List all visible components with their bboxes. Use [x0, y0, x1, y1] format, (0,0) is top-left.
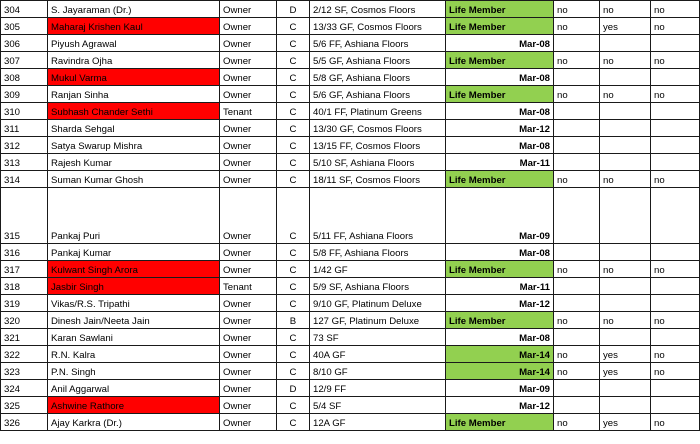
- flag-cell-1: no: [554, 414, 600, 431]
- occupancy-cell: Owner: [220, 261, 277, 278]
- occupancy-cell: Tenant: [220, 103, 277, 120]
- member-name-cell: R.N. Kalra: [48, 346, 220, 363]
- membership-status-cell: Mar-08: [446, 69, 554, 86]
- flat-address-cell: 5/5 GF, Ashiana Floors: [310, 52, 446, 69]
- occupancy-cell: Tenant: [220, 278, 277, 295]
- category-cell: C: [277, 346, 310, 363]
- member-name-cell: Jasbir Singh: [48, 278, 220, 295]
- flag-cell-1: [554, 329, 600, 346]
- member-name-cell: Suman Kumar Ghosh: [48, 171, 220, 188]
- flag-cell-1: no: [554, 52, 600, 69]
- member-name-cell: Karan Sawlani: [48, 329, 220, 346]
- member-number-cell: 311: [1, 120, 48, 137]
- member-name-cell: Subhash Chander Sethi: [48, 103, 220, 120]
- member-number-cell: 308: [1, 69, 48, 86]
- table-row: [1, 86, 700, 103]
- membership-status-cell: Life Member: [446, 414, 554, 431]
- category-cell: C: [277, 35, 310, 52]
- flag-cell-1: [554, 244, 600, 261]
- flat-address-cell: 73 SF: [310, 329, 446, 346]
- flag-cell-1: [554, 120, 600, 137]
- member-number-cell: 313: [1, 154, 48, 171]
- member-name-cell: Sharda Sehgal: [48, 120, 220, 137]
- member-number-cell: 318: [1, 278, 48, 295]
- flag-cell-2: [600, 154, 651, 171]
- category-cell: C: [277, 69, 310, 86]
- flag-cell-2: yes: [600, 414, 651, 431]
- flag-cell-3: [651, 35, 700, 52]
- member-number-cell: 305: [1, 18, 48, 35]
- flat-address-cell: 127 GF, Platinum Deluxe: [310, 312, 446, 329]
- flag-cell-3: no: [651, 18, 700, 35]
- flag-cell-2: [600, 397, 651, 414]
- table-row: [1, 69, 700, 86]
- occupancy-cell: Owner: [220, 363, 277, 380]
- occupancy-cell: Owner: [220, 244, 277, 261]
- table-row: [1, 329, 700, 346]
- member-name-cell: Ravindra Ojha: [48, 52, 220, 69]
- flag-cell-1: no: [554, 18, 600, 35]
- category-cell: C: [277, 188, 310, 244]
- member-number-cell: 310: [1, 103, 48, 120]
- member-name-cell: P.N. Singh: [48, 363, 220, 380]
- membership-status-cell: Life Member: [446, 86, 554, 103]
- flat-address-cell: 9/10 GF, Platinum Deluxe: [310, 295, 446, 312]
- flag-cell-2: no: [600, 52, 651, 69]
- category-cell: D: [277, 380, 310, 397]
- flag-cell-3: [651, 380, 700, 397]
- flag-cell-3: [651, 120, 700, 137]
- flat-address-cell: 18/11 SF, Cosmos Floors: [310, 171, 446, 188]
- table-row: [1, 346, 700, 363]
- flat-address-cell: 12A GF: [310, 414, 446, 431]
- occupancy-cell: Owner: [220, 137, 277, 154]
- flag-cell-2: no: [600, 261, 651, 278]
- table-row: [1, 35, 700, 52]
- flat-address-cell: 40A GF: [310, 346, 446, 363]
- category-cell: C: [277, 397, 310, 414]
- category-cell: C: [277, 154, 310, 171]
- flag-cell-2: no: [600, 312, 651, 329]
- flat-address-cell: 1/42 GF: [310, 261, 446, 278]
- flag-cell-1: [554, 278, 600, 295]
- table-row: [1, 295, 700, 312]
- occupancy-cell: Owner: [220, 312, 277, 329]
- category-cell: C: [277, 363, 310, 380]
- member-number-cell: 323: [1, 363, 48, 380]
- flag-cell-2: [600, 188, 651, 244]
- flag-cell-2: [600, 278, 651, 295]
- flat-address-cell: 8/10 GF: [310, 363, 446, 380]
- member-name-cell: Ashwine Rathore: [48, 397, 220, 414]
- flat-address-cell: 13/15 FF, Cosmos Floors: [310, 137, 446, 154]
- flag-cell-3: no: [651, 171, 700, 188]
- flag-cell-3: no: [651, 363, 700, 380]
- member-number-cell: 319: [1, 295, 48, 312]
- table-row: [1, 103, 700, 120]
- membership-status-cell: Mar-08: [446, 244, 554, 261]
- flat-address-cell: 13/33 GF, Cosmos Floors: [310, 18, 446, 35]
- flag-cell-2: [600, 120, 651, 137]
- member-number-cell: 309: [1, 86, 48, 103]
- table-row: [1, 278, 700, 295]
- flag-cell-3: [651, 154, 700, 171]
- flag-cell-2: [600, 244, 651, 261]
- flag-cell-3: no: [651, 414, 700, 431]
- member-name-cell: Maharaj Krishen Kaul: [48, 18, 220, 35]
- flag-cell-1: no: [554, 312, 600, 329]
- table-row: [1, 52, 700, 69]
- category-cell: D: [277, 1, 310, 18]
- category-cell: C: [277, 52, 310, 69]
- category-cell: C: [277, 171, 310, 188]
- member-number-cell: 307: [1, 52, 48, 69]
- membership-status-cell: Mar-12: [446, 120, 554, 137]
- membership-status-cell: Life Member: [446, 52, 554, 69]
- member-name-cell: S. Jayaraman (Dr.): [48, 1, 220, 18]
- flat-address-cell: 5/9 SF, Ashiana Floors: [310, 278, 446, 295]
- occupancy-cell: Owner: [220, 380, 277, 397]
- flag-cell-1: [554, 154, 600, 171]
- member-number-cell: 320: [1, 312, 48, 329]
- flat-address-cell: 5/10 SF, Ashiana Floors: [310, 154, 446, 171]
- flag-cell-3: no: [651, 346, 700, 363]
- flag-cell-2: no: [600, 86, 651, 103]
- table-row: [1, 414, 700, 431]
- category-cell: C: [277, 414, 310, 431]
- table-row: [1, 397, 700, 414]
- flag-cell-3: [651, 137, 700, 154]
- member-name-cell: Kulwant Singh Arora: [48, 261, 220, 278]
- category-cell: C: [277, 137, 310, 154]
- flag-cell-1: [554, 380, 600, 397]
- membership-status-cell: Mar-12: [446, 397, 554, 414]
- flag-cell-3: [651, 329, 700, 346]
- flag-cell-2: [600, 69, 651, 86]
- flat-address-cell: 2/12 SF, Cosmos Floors: [310, 1, 446, 18]
- flag-cell-3: no: [651, 312, 700, 329]
- flag-cell-2: yes: [600, 18, 651, 35]
- flag-cell-2: yes: [600, 346, 651, 363]
- member-name-cell: Satya Swarup Mishra: [48, 137, 220, 154]
- member-number-cell: 314: [1, 171, 48, 188]
- flag-cell-1: [554, 397, 600, 414]
- flag-cell-1: [554, 69, 600, 86]
- membership-status-cell: Mar-11: [446, 278, 554, 295]
- occupancy-cell: Owner: [220, 35, 277, 52]
- category-cell: C: [277, 295, 310, 312]
- member-name-cell: Ajay Karkra (Dr.): [48, 414, 220, 431]
- flag-cell-3: [651, 69, 700, 86]
- member-name-cell: Pankaj Puri: [48, 188, 220, 244]
- occupancy-cell: Owner: [220, 1, 277, 18]
- category-cell: C: [277, 329, 310, 346]
- occupancy-cell: Owner: [220, 346, 277, 363]
- table-row: [1, 18, 700, 35]
- table-row: [1, 137, 700, 154]
- occupancy-cell: Owner: [220, 52, 277, 69]
- flag-cell-1: no: [554, 261, 600, 278]
- occupancy-cell: Owner: [220, 69, 277, 86]
- flag-cell-3: [651, 397, 700, 414]
- category-cell: C: [277, 244, 310, 261]
- flag-cell-1: [554, 35, 600, 52]
- table-row: [1, 154, 700, 171]
- flat-address-cell: 5/6 GF, Ashiana Floors: [310, 86, 446, 103]
- member-number-cell: 304: [1, 1, 48, 18]
- flat-address-cell: 5/4 SF: [310, 397, 446, 414]
- membership-status-cell: Mar-08: [446, 103, 554, 120]
- flag-cell-1: no: [554, 86, 600, 103]
- membership-status-cell: Mar-08: [446, 35, 554, 52]
- member-name-cell: Dinesh Jain/Neeta Jain: [48, 312, 220, 329]
- table-row: [1, 261, 700, 278]
- table-row: [1, 363, 700, 380]
- member-number-cell: 306: [1, 35, 48, 52]
- flag-cell-1: [554, 295, 600, 312]
- membership-status-cell: Life Member: [446, 1, 554, 18]
- flag-cell-2: no: [600, 1, 651, 18]
- flat-address-cell: 5/6 FF, Ashiana Floors: [310, 35, 446, 52]
- table-row: [1, 171, 700, 188]
- flag-cell-1: [554, 188, 600, 244]
- table-row: [1, 120, 700, 137]
- table-body: [1, 1, 700, 431]
- membership-status-cell: Mar-12: [446, 295, 554, 312]
- flag-cell-2: yes: [600, 363, 651, 380]
- membership-status-cell: Life Member: [446, 171, 554, 188]
- flag-cell-3: no: [651, 86, 700, 103]
- category-cell: C: [277, 120, 310, 137]
- flag-cell-2: [600, 103, 651, 120]
- flag-cell-3: no: [651, 52, 700, 69]
- flag-cell-3: no: [651, 261, 700, 278]
- member-number-cell: 321: [1, 329, 48, 346]
- member-number-cell: 326: [1, 414, 48, 431]
- flag-cell-3: [651, 244, 700, 261]
- occupancy-cell: Owner: [220, 120, 277, 137]
- membership-status-cell: Mar-11: [446, 154, 554, 171]
- member-name-cell: Rajesh Kumar: [48, 154, 220, 171]
- member-number-cell: 316: [1, 244, 48, 261]
- table-row: [1, 244, 700, 261]
- member-name-cell: Mukul Varma: [48, 69, 220, 86]
- flat-address-cell: 5/8 GF, Ashiana Floors: [310, 69, 446, 86]
- member-name-cell: Piyush Agrawal: [48, 35, 220, 52]
- table-row: [1, 188, 700, 244]
- flag-cell-2: [600, 329, 651, 346]
- membership-status-cell: Life Member: [446, 312, 554, 329]
- flag-cell-2: [600, 295, 651, 312]
- member-number-cell: 322: [1, 346, 48, 363]
- table-row: [1, 380, 700, 397]
- membership-status-cell: Mar-09: [446, 188, 554, 244]
- flag-cell-2: no: [600, 171, 651, 188]
- membership-status-cell: Mar-14: [446, 363, 554, 380]
- member-number-cell: 315: [1, 188, 48, 244]
- membership-status-cell: Mar-08: [446, 137, 554, 154]
- category-cell: B: [277, 312, 310, 329]
- category-cell: C: [277, 261, 310, 278]
- flat-address-cell: 5/8 FF, Ashiana Floors: [310, 244, 446, 261]
- member-number-cell: 312: [1, 137, 48, 154]
- occupancy-cell: Owner: [220, 329, 277, 346]
- flag-cell-2: [600, 35, 651, 52]
- occupancy-cell: Owner: [220, 397, 277, 414]
- category-cell: C: [277, 103, 310, 120]
- flag-cell-3: no: [651, 1, 700, 18]
- flag-cell-2: [600, 137, 651, 154]
- member-name-cell: Vikas/R.S. Tripathi: [48, 295, 220, 312]
- flag-cell-1: no: [554, 363, 600, 380]
- member-number-cell: 317: [1, 261, 48, 278]
- member-name-cell: Ranjan Sinha: [48, 86, 220, 103]
- flat-address-cell: 40/1 FF, Platinum Greens: [310, 103, 446, 120]
- membership-status-cell: Life Member: [446, 261, 554, 278]
- member-name-cell: Pankaj Kumar: [48, 244, 220, 261]
- flag-cell-3: [651, 103, 700, 120]
- occupancy-cell: Owner: [220, 154, 277, 171]
- member-number-cell: 324: [1, 380, 48, 397]
- occupancy-cell: Owner: [220, 188, 277, 244]
- flat-address-cell: 13/30 GF, Cosmos Floors: [310, 120, 446, 137]
- member-number-cell: 325: [1, 397, 48, 414]
- membership-status-cell: Mar-14: [446, 346, 554, 363]
- occupancy-cell: Owner: [220, 18, 277, 35]
- category-cell: C: [277, 278, 310, 295]
- flag-cell-1: no: [554, 1, 600, 18]
- flag-cell-3: [651, 295, 700, 312]
- occupancy-cell: Owner: [220, 295, 277, 312]
- category-cell: C: [277, 18, 310, 35]
- flag-cell-1: no: [554, 346, 600, 363]
- table-row: [1, 1, 700, 18]
- flag-cell-3: [651, 188, 700, 244]
- flag-cell-3: [651, 278, 700, 295]
- flag-cell-1: [554, 103, 600, 120]
- membership-status-cell: Mar-08: [446, 329, 554, 346]
- flag-cell-2: [600, 380, 651, 397]
- member-name-cell: Anil Aggarwal: [48, 380, 220, 397]
- membership-status-cell: Life Member: [446, 18, 554, 35]
- flag-cell-1: [554, 137, 600, 154]
- occupancy-cell: Owner: [220, 414, 277, 431]
- flag-cell-1: no: [554, 171, 600, 188]
- occupancy-cell: Owner: [220, 86, 277, 103]
- membership-status-cell: Mar-09: [446, 380, 554, 397]
- occupancy-cell: Owner: [220, 171, 277, 188]
- flat-address-cell: 12/9 FF: [310, 380, 446, 397]
- table-row: [1, 312, 700, 329]
- flat-address-cell: 5/11 FF, Ashiana Floors: [310, 188, 446, 244]
- category-cell: C: [277, 86, 310, 103]
